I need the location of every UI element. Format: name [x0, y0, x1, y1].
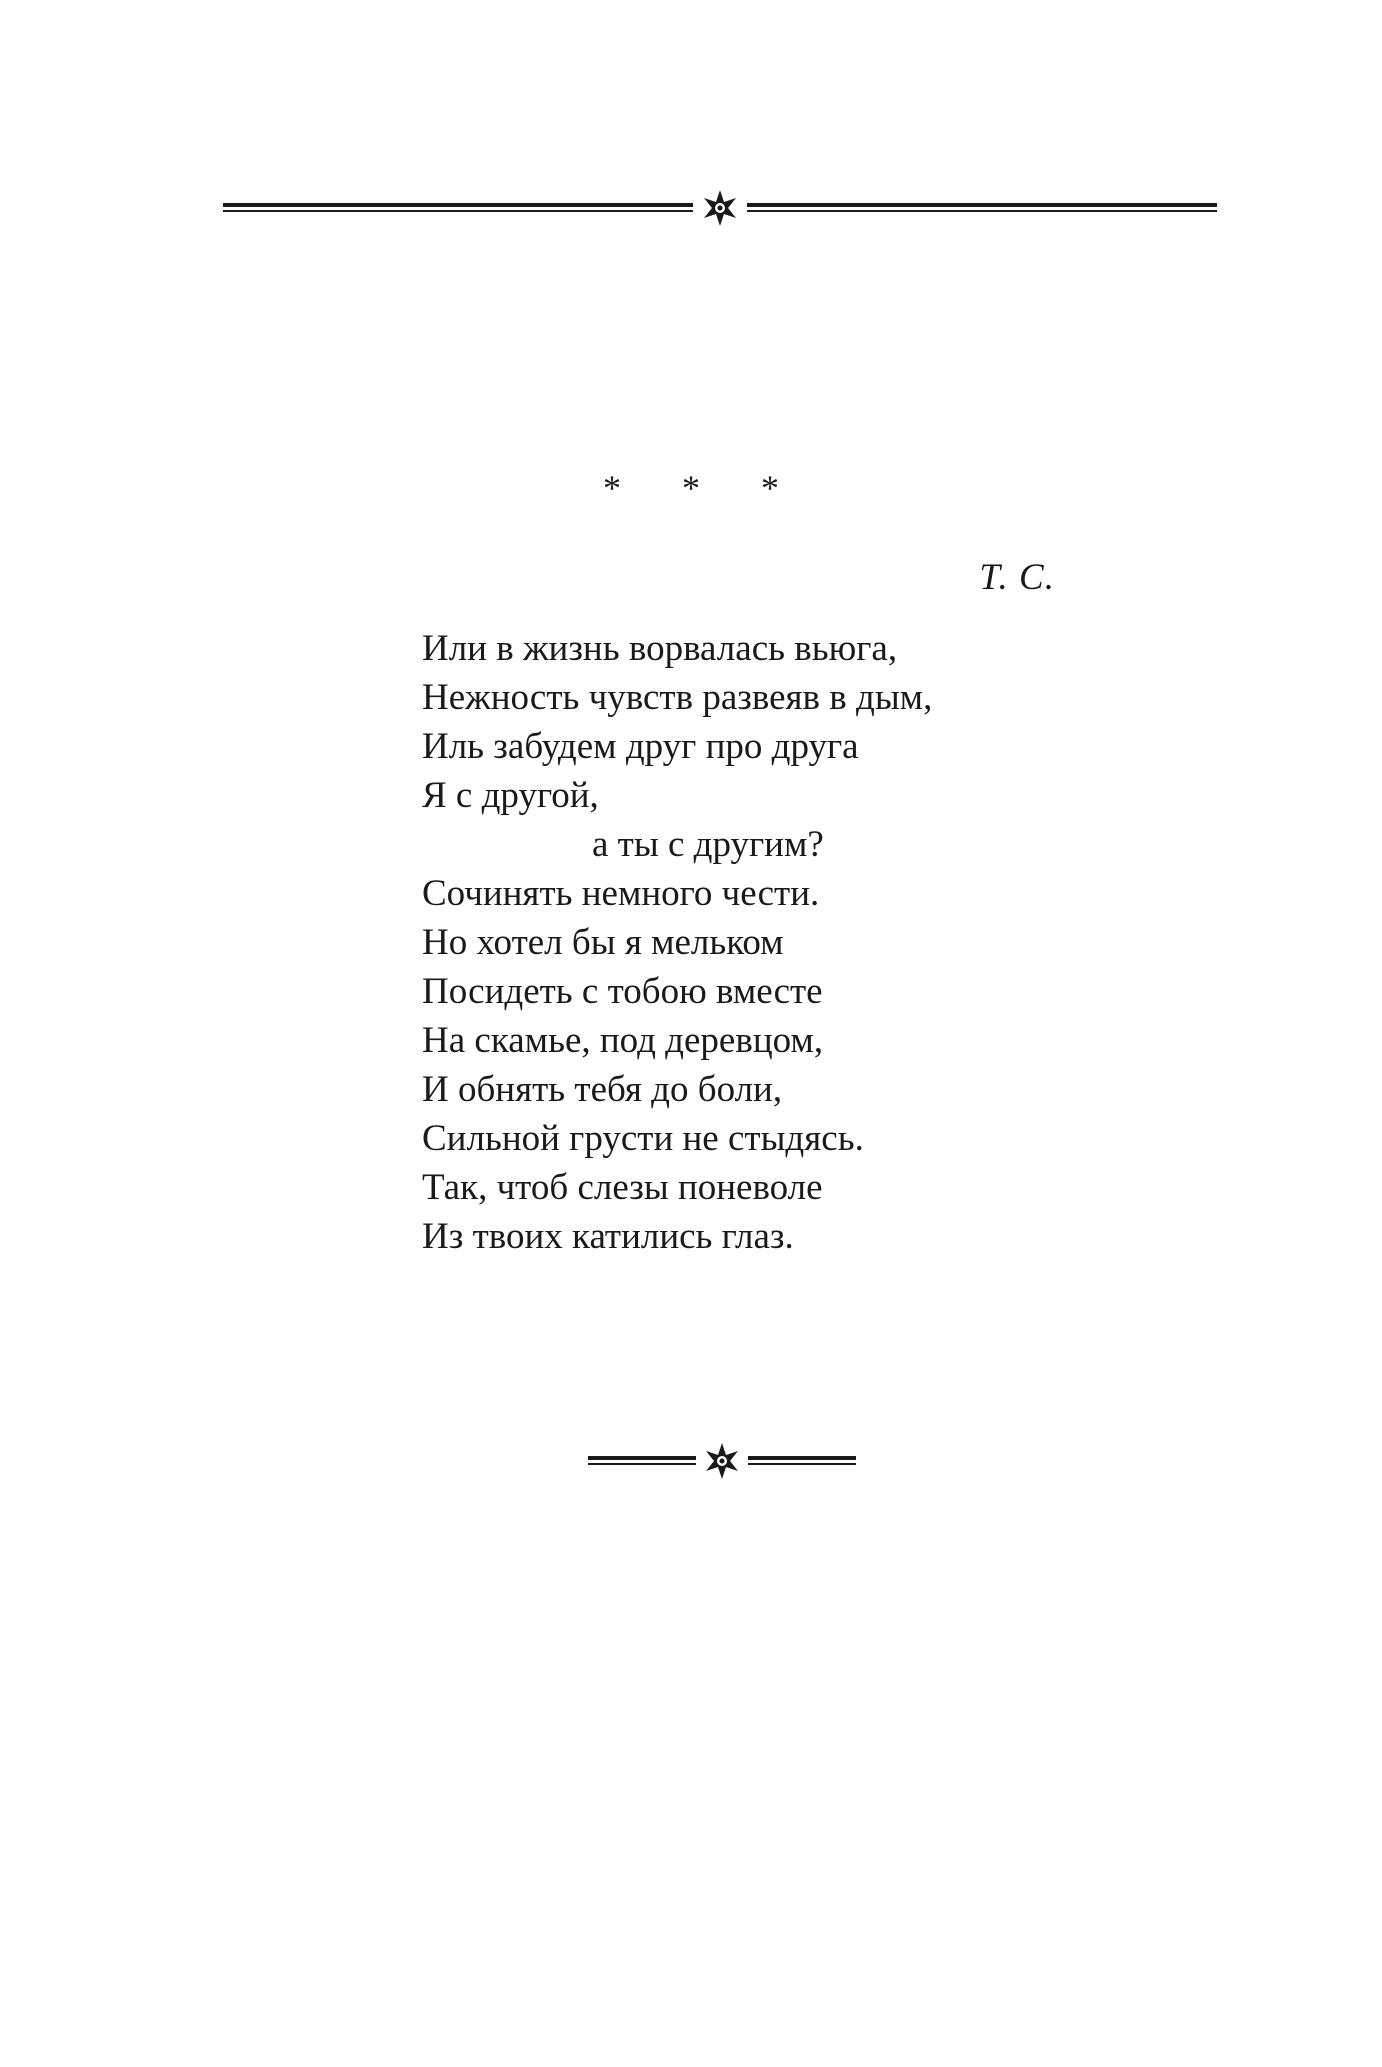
poem-line: Но хотел бы я мельком — [422, 922, 784, 963]
bottom-ornament-icon — [588, 1441, 856, 1481]
poem-line: Или в жизнь ворвалась вьюга, — [422, 628, 898, 669]
poem-line: Сочинять немного чести. — [422, 873, 820, 914]
poem-line: На скамье, под деревцом, — [422, 1020, 824, 1061]
poem-line: Я с другой, — [422, 775, 599, 816]
dedication: Т. С. — [979, 557, 1055, 598]
poem-line: Посидеть с тобою вместе — [422, 971, 823, 1012]
poem-line: Иль забудем друг про друга — [422, 726, 859, 767]
poem-line-indented: а ты с другим? — [592, 824, 824, 865]
poem — [422, 624, 1122, 1261]
poem-line: Нежность чувств развеяв в дым, — [422, 677, 933, 718]
poem-line: Так, чтоб слезы поневоле — [422, 1167, 823, 1208]
poem-line: Из твоих катились глаз. — [422, 1216, 794, 1257]
poem-line: Сильной грусти не стыдясь. — [422, 1118, 864, 1159]
top-ornament-icon — [223, 188, 1217, 228]
section-mark: * * * — [603, 468, 805, 508]
poem-line: И обнять тебя до боли, — [422, 1069, 783, 1110]
